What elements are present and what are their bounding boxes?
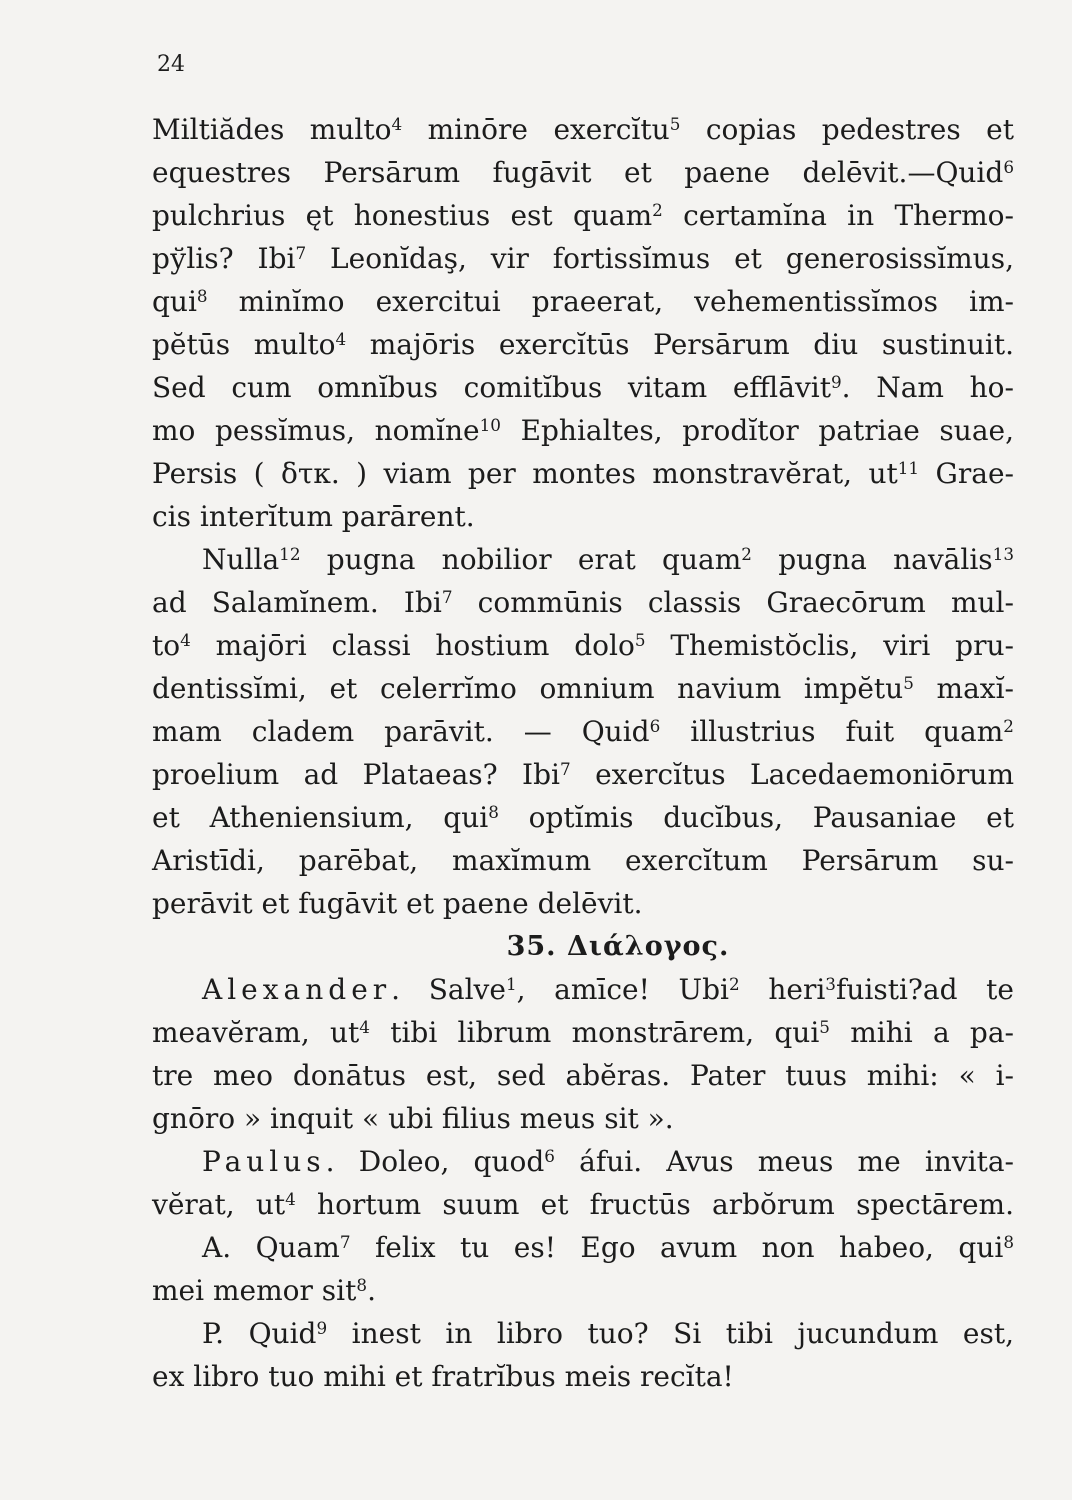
page-number: 24	[157, 52, 185, 77]
text-line: et Atheniensium, qui$^8$ optĭmis ducĭbus, Pausaniae et	[152, 801, 1014, 834]
text-line: Nulla$^{12}$ pugna nobilior erat quam$^2$ pugna navālis$^{13}$	[202, 543, 1014, 576]
text-line: Paulus. Doleo, quod$^6$ áfui. Avus meus me invita-	[202, 1145, 1015, 1178]
text-line: Persis ( δτκ. ) viam per montes monstravĕrat, $ut^{11}$ Grae-	[152, 457, 1014, 490]
text-line: dentissĭmi, et celerrĭmo omnium navium impĕtu$^5$ maxĭ-	[152, 672, 1014, 705]
text-line: qui$^8$ minĭmo exercitui praeerat, vehementissĭmos im-	[152, 285, 1014, 318]
text-line: pўlis? Ibi$^7$ Leonĭdaş, vir fortissĭmus et generosissĭmus,	[152, 242, 1014, 275]
text-line: vĕrat, $ut^4$ hortum suum et fructūs arbŏrum spectārem.	[152, 1188, 1014, 1221]
text-line: mei memor sit$^8$.	[152, 1274, 376, 1307]
text-line: Sed cum omnĭbus comitĭbus vitam efflāvit$^9$. Nam ho-	[152, 371, 1014, 404]
text-line: meavĕram, $ut^4$ tibi librum monstrārem, qui$^5$ mihi a pa-	[152, 1016, 1014, 1049]
section-heading: 35. Διάλογος.	[506, 931, 730, 962]
text-line: P. Quid$^9$ inest in libro tuo? Si tibi jucundum est,	[202, 1317, 1015, 1350]
text-line: equestres Persārum fugāvit et paene delēvit.—Quid$^6$	[152, 156, 1014, 189]
text-line: pĕtūs multo$^4$ majōris exercĭtūs Persārum diu sustinuit.	[152, 328, 1015, 361]
text-line: mo pessĭmus, nomĭne$^{10}$ Ephialtes, prodĭtor patriae suae,	[152, 414, 1014, 447]
text-line: proelium ad Plataeas? Ibi$^7$ exercĭtus Lacedaemoniōrum	[152, 758, 1014, 791]
text-block	[152, 108, 1014, 1398]
text-line: Alexander. Salve$^1$, amīce! Ubi$^2$ heri$^3$fuisti?ad te	[202, 973, 1014, 1006]
text-line: $to^4$ majōri classi hostium dolo$^5$ Themistŏclis, viri pru-	[152, 629, 1014, 662]
text-line: cis interĭtum parārent.	[152, 500, 475, 533]
text-line: ad Salamĭnem. Ibi$^7$ commūnis classis Graecōrum mul-	[152, 586, 1014, 619]
text-line: A. Quam$^7$ felix tu es! Ego avum non habeo, qui$^8$	[202, 1231, 1014, 1264]
text-line: perāvit et fugāvit et paene delēvit.	[152, 887, 643, 920]
text-line: mam cladem parāvit. — Quid$^6$ illustrius fuit quam$^2$	[152, 715, 1014, 748]
text-line: gnōro » inquit « ubi filius meus sit ».	[152, 1102, 674, 1135]
text-line: tre meo donātus est, sed abĕras. Pater tuus mihi: « i-	[152, 1059, 1014, 1092]
text-line: Miltiădes multo$^4$ minōre exercĭtu$^5$ copias pedestres et	[152, 113, 1015, 146]
text-line: Aristīdi, parēbat, maxĭmum exercĭtum Persārum su-	[152, 844, 1014, 877]
text-line: pulchrius ęt honestius est quam$^2$ certamĭna in Thermo-	[152, 199, 1014, 232]
text-line: ex libro tuo mihi et fratrĭbus meis recĭta!	[152, 1360, 734, 1393]
